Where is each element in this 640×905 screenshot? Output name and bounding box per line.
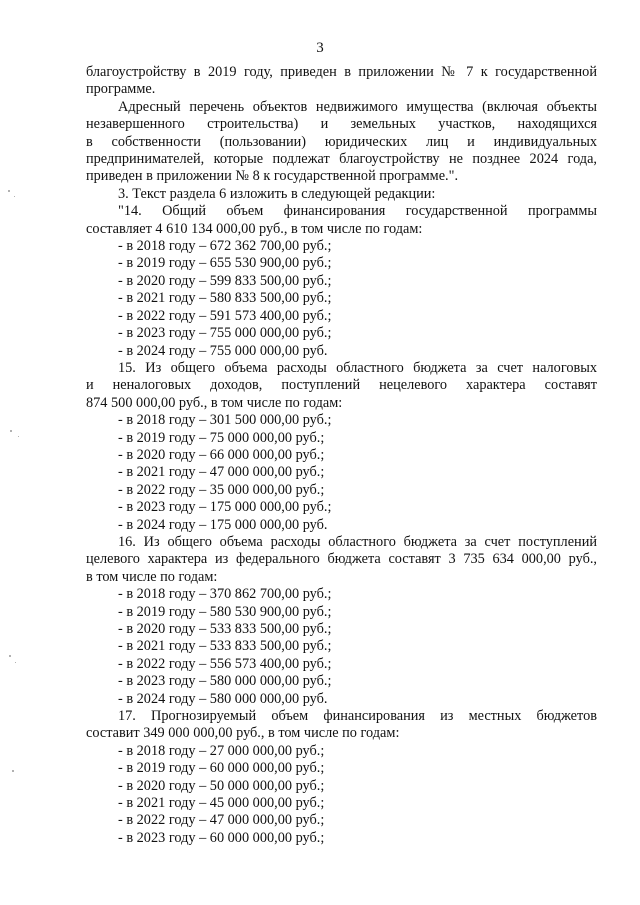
- text-line: 17. Прогнозируемый объем финансирования из местных бюджетов: [118, 708, 597, 725]
- list-item: - в 2023 году – 755 000 000,00 руб.;: [118, 325, 332, 342]
- list-item: - в 2021 году – 45 000 000,00 руб.;: [118, 795, 325, 812]
- list-item: - в 2023 году – 175 000 000,00 руб.;: [118, 499, 332, 516]
- list-item: - в 2019 году – 655 530 900,00 руб.;: [118, 255, 332, 272]
- text-line: 15. Из общего объема расходы областного бюджета за счет налоговых: [118, 359, 597, 376]
- list-item: - в 2023 году – 60 000 000,00 руб.;: [118, 829, 325, 846]
- list-item: - в 2024 году – 580 000 000,00 руб.: [118, 690, 328, 707]
- list-item: - в 2019 году – 580 530 900,00 руб.;: [118, 603, 332, 620]
- text-line: в собственности (пользовании) юридических лиц и индивидуальных: [86, 133, 597, 150]
- list-item: - в 2020 году – 533 833 500,00 руб.;: [118, 621, 332, 637]
- list-item: - в 2019 году – 60 000 000,00 руб.;: [118, 760, 325, 777]
- document-body: [86, 64, 597, 847]
- list-item: - в 2021 году – 47 000 000,00 руб.;: [118, 464, 325, 481]
- list-item: - в 2021 году – 580 833 500,00 руб.;: [118, 290, 332, 307]
- list-item: - в 2022 году – 47 000 000,00 руб.;: [118, 812, 325, 829]
- text-line: составит 349 000 000,00 руб., в том числе по годам:: [86, 725, 400, 742]
- list-item: - в 2018 году – 370 862 700,00 руб.;: [118, 586, 332, 603]
- list-item: - в 2022 году – 591 573 400,00 руб.;: [118, 307, 332, 324]
- list-item: - в 2020 году – 50 000 000,00 руб.;: [118, 777, 325, 794]
- list-item: - в 2018 году – 301 500 000,00 руб.;: [118, 412, 332, 429]
- scan-speck: [14, 196, 15, 197]
- scan-speck: [18, 436, 19, 437]
- list-item: - в 2024 году – 755 000 000,00 руб.: [118, 342, 328, 359]
- list-item: - в 2019 году – 75 000 000,00 руб.;: [118, 429, 325, 446]
- text-line: составляет 4 610 134 000,00 руб., в том числе по годам:: [86, 220, 423, 237]
- text-line: незавершенного строительства) и земельных участков, находящихся: [86, 116, 597, 133]
- list-item: - в 2023 году – 580 000 000,00 руб.;: [118, 673, 332, 690]
- page-number: 3: [316, 40, 324, 56]
- text-line: благоустройству в 2019 году, приведен в приложении № 7 к государственной: [86, 64, 597, 80]
- text-line: 874 500 000,00 руб., в том числе по годам:: [86, 394, 343, 411]
- scan-speck: [9, 655, 11, 657]
- text-line: Адресный перечень объектов недвижимого имущества (включая объекты: [118, 98, 597, 115]
- list-item: - в 2024 году – 175 000 000,00 руб.: [118, 516, 328, 533]
- text-line: программе.: [86, 81, 156, 98]
- list-item: - в 2018 году – 27 000 000,00 руб.;: [118, 742, 325, 759]
- text-line: в том числе по годам:: [86, 568, 218, 585]
- text-line: и неналоговых доходов, поступлений нецелевого характера составят: [86, 377, 597, 394]
- list-item: - в 2021 году – 533 833 500,00 руб.;: [118, 638, 332, 655]
- list-item: - в 2020 году – 66 000 000,00 руб.;: [118, 446, 325, 463]
- text-line: целевого характера из федерального бюджета составят 3 735 634 000,00 руб.,: [86, 551, 597, 568]
- list-item: - в 2022 году – 35 000 000,00 руб.;: [118, 481, 325, 498]
- scan-speck: [12, 770, 14, 772]
- text-line: предпринимателей, которые подлежат благоустройству не позднее 2024 года,: [86, 151, 597, 168]
- list-item: - в 2018 году – 672 362 700,00 руб.;: [118, 238, 332, 255]
- text-line: приведен в приложении № 8 к государственной программе.".: [86, 168, 459, 185]
- scan-speck: [10, 430, 12, 432]
- list-item: - в 2022 году – 556 573 400,00 руб.;: [118, 655, 332, 672]
- list-item: - в 2020 году – 599 833 500,00 руб.;: [118, 272, 332, 289]
- scan-speck: [8, 190, 10, 192]
- text-line: "14. Общий объем финансирования государственной программы: [118, 203, 597, 220]
- text-line: 16. Из общего объема расходы областного бюджета за счет поступлений: [118, 533, 597, 550]
- text-line: 3. Текст раздела 6 изложить в следующей редакции:: [118, 185, 436, 202]
- scan-speck: [15, 662, 16, 663]
